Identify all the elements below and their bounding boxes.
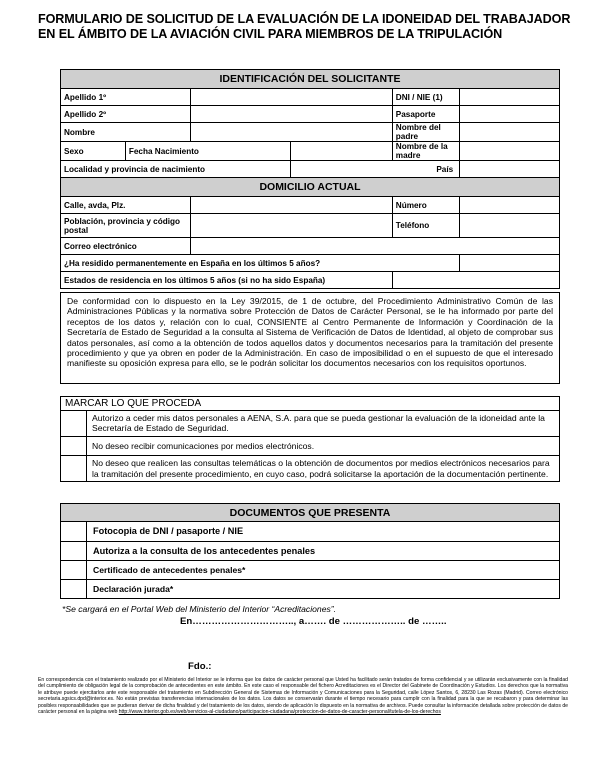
label-pasaporte: Pasaporte [392, 106, 459, 123]
doc-row-autoriza [61, 541, 559, 560]
label-correo: Correo electrónico [61, 238, 191, 255]
input-nombre-padre[interactable] [460, 123, 560, 142]
doc-checkbox-autoriza[interactable] [61, 542, 87, 560]
option-text-aena: Autorizo a ceder mis datos personales a AENA, S.A. para que se pueda gestionar la evaluación de la idoneidad ante la Secretaría de Estado de Seguridad. [92, 413, 545, 434]
input-localidad[interactable] [290, 161, 460, 178]
options-header: MARCAR LO QUE PROCEDA [61, 397, 559, 411]
applicant-header: IDENTIFICACIÓN DEL SOLICITANTE [61, 70, 560, 89]
label-pais: País [436, 165, 454, 174]
label-localidad: Localidad y provincia de nacimiento [61, 161, 291, 178]
label-apellido2: Apellido 2º [61, 106, 191, 123]
label-poblacion: Población, provincia y código postal [61, 214, 191, 238]
label-nombre-padre: Nombre del padre [392, 123, 459, 142]
doc-label-autoriza: Autoriza a la consulta de los antecedentes penales [93, 546, 316, 556]
input-pasaporte[interactable] [460, 106, 560, 123]
label-nombre: Nombre [61, 123, 191, 142]
option-text-no-comunicaciones: No deseo recibir comunicaciones por medios electrónicos. [92, 440, 315, 451]
privacy-footer-link[interactable]: http://www.interior.gob.es/web/servicios-al-ciudadano/participacion-ciudadana/proteccion-de-datos-de-caracter-personal/tutela-de-los-derechos [118, 709, 441, 716]
option-checkbox-no-consultas[interactable] [61, 456, 87, 481]
input-dni[interactable] [460, 89, 560, 106]
label-numero: Número [392, 197, 459, 214]
doc-checkbox-certificado[interactable] [61, 561, 87, 579]
input-fecha-nacimiento[interactable] [290, 142, 392, 161]
options-section [60, 396, 560, 482]
documents-section [60, 503, 560, 599]
label-apellido1: Apellido 1º [61, 89, 191, 106]
doc-row-certificado [61, 560, 559, 579]
input-nombre-madre[interactable] [460, 142, 560, 161]
label-fecha-nacimiento: Fecha Nacimiento [125, 142, 290, 161]
input-residido[interactable] [460, 255, 560, 272]
doc-row-declaracion [61, 579, 559, 598]
form-title-line1: FORMULARIO DE SOLICITUD DE LA EVALUACIÓN DE LA IDONEIDAD DEL TRABAJADOR [38, 12, 571, 26]
label-nombre-madre: Nombre de la madre [392, 142, 459, 161]
option-text-no-consultas: No deseo que realicen las consultas telemáticas o la obtención de documentos por medios electrónicos necesarios para la tramitación del presente procedimiento, en cuyo caso, podrá solicitarse la aportación de la documentación pertinente. [92, 458, 550, 479]
input-calle[interactable] [190, 197, 392, 214]
label-calle: Calle, avda, Plz. [61, 197, 191, 214]
consent-text: De conformidad con lo dispuesto en la Ley 39/2015, de 1 de octubre, del Procedimiento Administrativo Común de las Administraciones Públicas y la normativa sobre Protección de Datos de Carácter Personal, se le ha informado por parte del receptos de los datos y, relación con lo cual, CONSIENTE al Centro Permanente de Información y Coordinación de la Secretaría de Estado de Seguridad a la consulta al Sistema de Verificación de Datos de Identidad, al objeto de comprobar sus datos personales, así como a la obtención de todos aquellos datos y documentos necesarios para la tramitación del presente procedimiento y que ya obren en poder de la Administración. En caso de imposibilidad o en el supuesto de que el interesado manifieste su oposición expresa para ello, se le podrán solicitar los documentos necesarios con los requisitos oportunos. [60, 292, 560, 384]
doc-label-certificado: Certificado de antecedentes penales* [93, 565, 246, 575]
option-row-no-consultas [61, 455, 559, 481]
input-correo[interactable] [190, 238, 559, 255]
input-apellido2[interactable] [190, 106, 392, 123]
label-residido: ¿Ha residido permanentemente en España en los últimos 5 años? [61, 255, 460, 272]
option-checkbox-aena[interactable] [61, 411, 87, 436]
input-poblacion[interactable] [190, 214, 392, 238]
privacy-footer [38, 677, 568, 715]
label-telefono: Teléfono [392, 214, 459, 238]
input-nombre[interactable] [190, 123, 392, 142]
documents-header: DOCUMENTOS QUE PRESENTA [61, 504, 559, 522]
doc-checkbox-fotocopia[interactable] [61, 522, 87, 541]
label-dni: DNI / NIE (1) [392, 89, 459, 106]
doc-label-declaracion: Declaración jurada* [93, 584, 174, 594]
doc-checkbox-declaracion[interactable] [61, 580, 87, 598]
doc-label-fotocopia: Fotocopia de DNI / pasaporte / NIE [93, 526, 244, 536]
label-sexo: Sexo [61, 142, 126, 161]
input-pais[interactable] [460, 161, 560, 178]
doc-row-fotocopia [61, 522, 559, 541]
option-row-aena [61, 411, 559, 436]
form-title [38, 12, 578, 42]
privacy-footer-text: En correspondencia con el tratamiento realizado por el Ministerio del Interior se le informa que los datos de carácter personal que Usted ha facilitado serán tratados de forma confidencial y se utilizarán exclusivamente con la finalidad del cumplimiento de obligación legal de la comprobación de antecedentes en este ámbito. En este caso el responsable del fichero Acreditaciones es el Director del Gabinete de Coordinación y Estudios. Los derechos que la normativa le atribuye puede ejercitarlos ante este responsable del tratamiento en Subdirección General de Sistemas de Información y Comunicaciones para la Seguridad, calle López Santos, 6, 28230 Las Rozas (Madrid). Correo electrónico secretaria.sgsics.dpd@interior.es. No están previstas transferencias internacionales de los datos. Los datos se conservarán durante el tiempo necesario para cumplir con la finalidad para la que se recabaron y para determinar las posibles responsabilidades que se pudieran derivar de dicha finalidad y del tratamiento de los datos, siendo de aplicación lo dispuesto en la normativa de archivos. Puede consultar la información detallada sobre protección de datos de carácter personal en la página web [38, 677, 568, 716]
portal-note: *Se cargará en el Portal Web del Ministerio del Interior “Acreditaciones”. [62, 604, 337, 614]
form-title-line2: EN EL ÁMBITO DE LA AVIACIÓN CIVIL PARA MIEMBROS DE LA TRIPULACIÓN [38, 27, 503, 41]
signature-label: Fdo.: [188, 661, 212, 672]
signature-place-date: En………………………….., a……. de ……………….. de …….. [180, 616, 447, 627]
option-checkbox-no-comunicaciones[interactable] [61, 437, 87, 455]
input-estados[interactable] [392, 272, 559, 289]
input-telefono[interactable] [460, 214, 560, 238]
label-estados: Estados de residencia en los últimos 5 años (si no ha sido España) [61, 272, 393, 289]
input-numero[interactable] [460, 197, 560, 214]
input-apellido1[interactable] [190, 89, 392, 106]
option-row-no-comunicaciones [61, 436, 559, 455]
address-header: DOMICILIO ACTUAL [61, 178, 560, 197]
applicant-section [60, 69, 560, 289]
